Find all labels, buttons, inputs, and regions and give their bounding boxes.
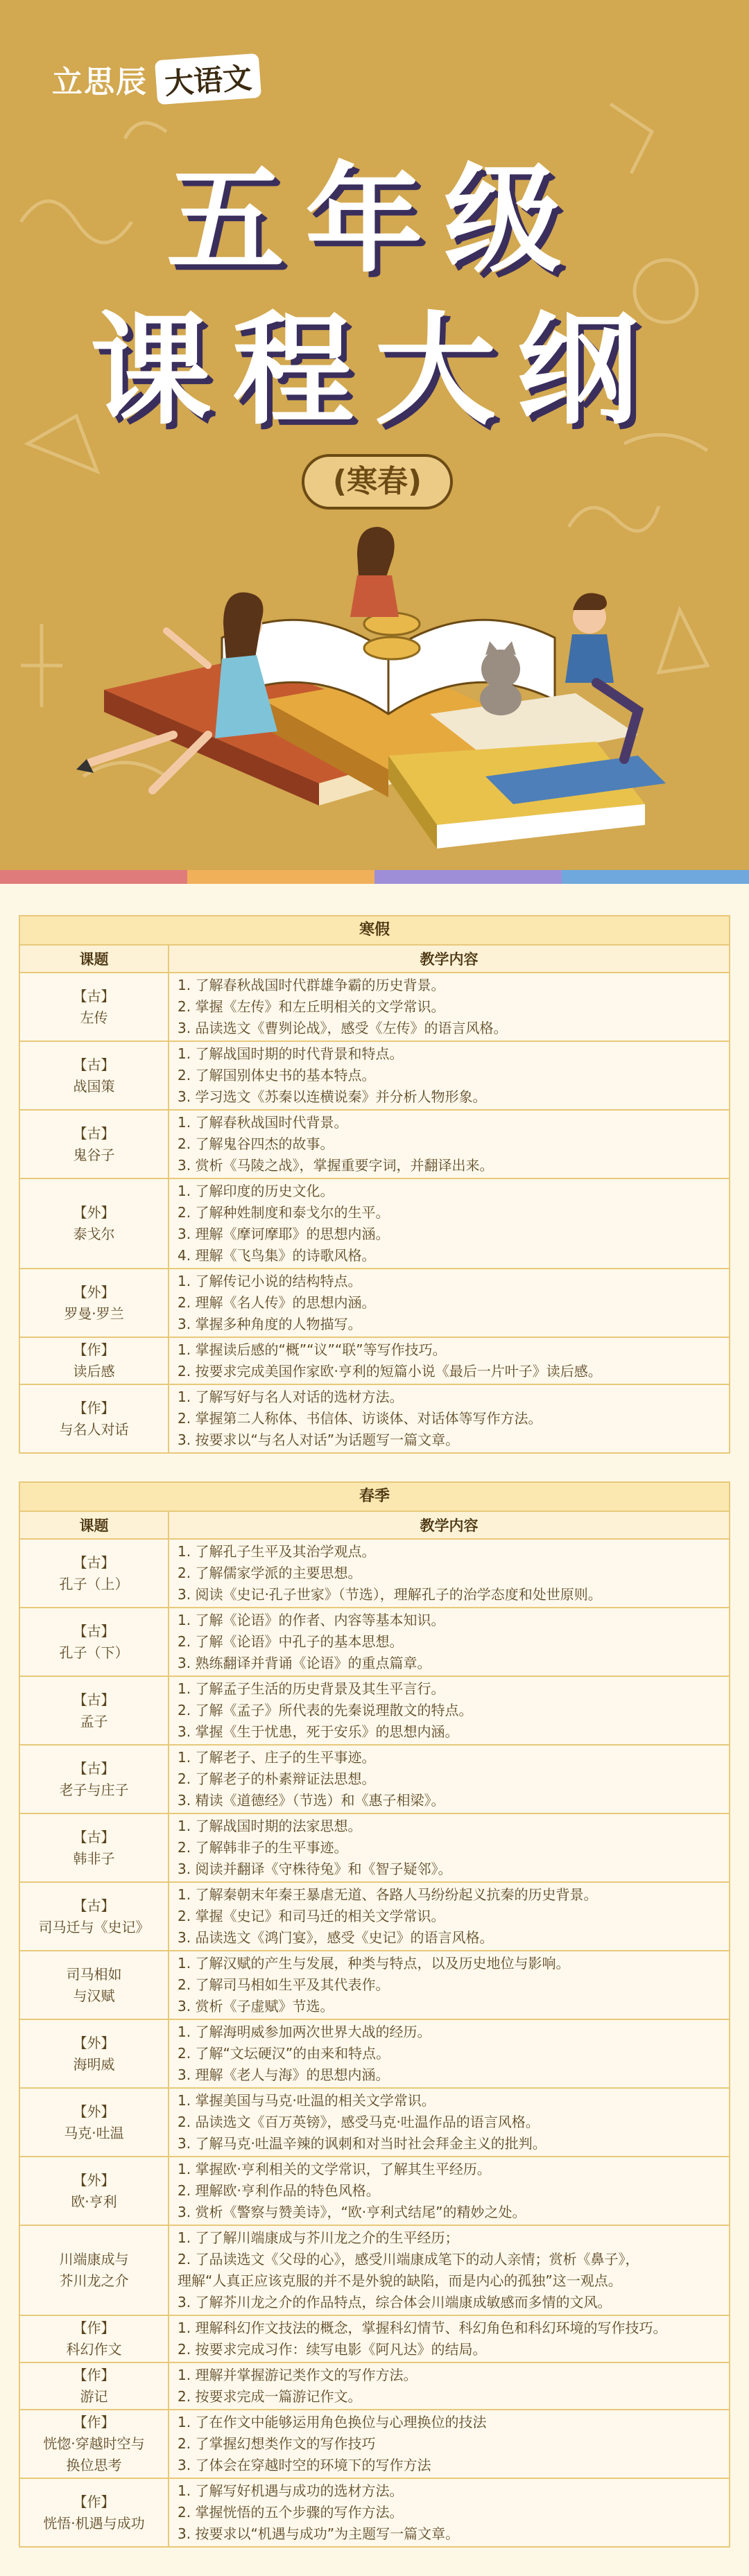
content-cell bbox=[169, 1608, 729, 1676]
content-item: 1. 了解秦朝末年秦王暴虐无道、各路人马纷纷起义抗秦的历史背景。 bbox=[178, 1886, 598, 1903]
header-topic: 课题 bbox=[20, 1512, 169, 1539]
topic-tag: 【作】 bbox=[73, 2367, 115, 2383]
topic-name: 川端康成与 bbox=[59, 2251, 129, 2268]
header-content: 教学内容 bbox=[169, 1512, 729, 1539]
table-row bbox=[20, 1813, 729, 1882]
topic-tag: 【古】 bbox=[73, 1554, 115, 1571]
content-item: 1. 掌握欧·亨利相关的文学常识，了解其生平经历。 bbox=[178, 2161, 491, 2177]
section-winter bbox=[19, 915, 730, 1454]
content-cell bbox=[169, 2019, 729, 2088]
content-cell bbox=[169, 2410, 729, 2478]
topic-cell bbox=[20, 1951, 169, 2019]
syllabus-table bbox=[20, 1512, 729, 2546]
content-item: 1. 了解春秋战国时代背景。 bbox=[178, 1114, 348, 1131]
table-row bbox=[20, 2410, 729, 2478]
content-item: 2. 品读选文《百万英镑》，感受马克·吐温作品的语言风格。 bbox=[178, 2114, 540, 2130]
topic-name: 恍悟·机遇与成功 bbox=[43, 2514, 145, 2532]
topic-name: 战国策 bbox=[73, 1077, 115, 1095]
topic-tag: 【古】 bbox=[73, 1828, 115, 1845]
content-cell bbox=[169, 1676, 729, 1745]
content-item: 1. 理解科幻作文技法的概念，掌握科幻情节、科幻角色和科幻环境的写作技巧。 bbox=[178, 2320, 667, 2336]
logo-main-text: 立思辰 bbox=[52, 64, 148, 100]
topic-cell bbox=[20, 2315, 169, 2362]
content-item: 3. 赏析《马陵之战》，掌握重要字词，并翻译出来。 bbox=[178, 1157, 494, 1174]
topic-name: 鬼谷子 bbox=[73, 1146, 115, 1163]
table-header-row bbox=[20, 946, 729, 973]
content-item: 1. 了解《论语》的作者、内容等基本知识。 bbox=[178, 1612, 445, 1628]
topic-tag: 【外】 bbox=[73, 1283, 115, 1300]
content-item: 1. 了解春秋战国时代群雄争霸的历史背景。 bbox=[178, 977, 445, 993]
content-cell bbox=[169, 2088, 729, 2157]
topic-tag: 【作】 bbox=[73, 2320, 115, 2336]
stripe-segment bbox=[374, 870, 562, 884]
topic-cell bbox=[20, 1539, 169, 1608]
topic-cell bbox=[20, 1041, 169, 1110]
content-item: 1. 了在作文中能够运用角色换位与心理换位的技法 bbox=[178, 2414, 487, 2430]
content-cell bbox=[169, 1178, 729, 1269]
reading-kids-illustration bbox=[0, 527, 749, 870]
topic-name: 司马相如 bbox=[66, 1965, 122, 1983]
table-row bbox=[20, 1882, 729, 1951]
content-cell bbox=[169, 1269, 729, 1337]
topic-cell bbox=[20, 2410, 169, 2478]
table-row bbox=[20, 1269, 729, 1337]
topic-tag: 【古】 bbox=[73, 1124, 115, 1142]
section-spring bbox=[19, 1481, 730, 2548]
stripe-segment bbox=[187, 870, 374, 884]
table-row bbox=[20, 2362, 729, 2410]
content-item: 2. 了品读选文《父母的心》，感受川端康成笔下的动人亲情；赏析《鼻子》， bbox=[178, 2251, 639, 2268]
topic-name: 左传 bbox=[80, 1009, 108, 1026]
content-item: 3. 精读《道德经》（节选）和《惠子相梁》。 bbox=[178, 1792, 445, 1809]
content-item: 2. 了解鬼谷四杰的故事。 bbox=[178, 1135, 334, 1152]
content-item: 1. 了解写好与名人对话的选材方法。 bbox=[178, 1389, 404, 1405]
table-row bbox=[20, 2478, 729, 2546]
content-cell bbox=[169, 973, 729, 1041]
content-item: 1. 了解海明威参加两次世界大战的经历。 bbox=[178, 2024, 431, 2040]
stripe-segment bbox=[562, 870, 749, 884]
topic-cell bbox=[20, 2478, 169, 2546]
content-item: 2. 了解儒家学派的主要思想。 bbox=[178, 1565, 362, 1581]
topic-tag: 【古】 bbox=[73, 1759, 115, 1777]
topic-name: 游记 bbox=[80, 2388, 108, 2405]
content-item: 3. 了体会在穿越时空的环境下的写作方法 bbox=[178, 2457, 431, 2473]
content-item: 3. 按要求以“与名人对话”为话题写一篇文章。 bbox=[178, 1431, 460, 1448]
content-cell bbox=[169, 1813, 729, 1882]
syllabus-table bbox=[20, 946, 729, 1452]
season-tag: (寒春) bbox=[302, 454, 453, 510]
content-item: 2. 掌握《史记》和司马迁的相关文学常识。 bbox=[178, 1908, 445, 1924]
content-item: 3. 掌握《生于忧患，死于安乐》的思想内涵。 bbox=[178, 1723, 459, 1740]
content-item: 2. 了掌握幻想类作文的写作技巧 bbox=[178, 2435, 376, 2452]
title-grade: 五年级 bbox=[166, 152, 583, 289]
topic-name: 孔子（上） bbox=[59, 1575, 129, 1592]
table-row bbox=[20, 1384, 729, 1452]
content-item: 1. 了解印度的历史文化。 bbox=[178, 1183, 334, 1199]
topic-name: 马克·吐温 bbox=[64, 2124, 124, 2141]
header-topic: 课题 bbox=[20, 946, 169, 973]
content-item: 2. 理解《名人传》的思想内涵。 bbox=[178, 1294, 376, 1311]
topic-cell bbox=[20, 2019, 169, 2088]
content-item: 1. 了解战国时期的法家思想。 bbox=[178, 1818, 362, 1834]
topic-cell bbox=[20, 1337, 169, 1384]
content-item: 2. 按要求完成习作：续写电影《阿凡达》的结局。 bbox=[178, 2341, 487, 2358]
table-row bbox=[20, 1951, 729, 2019]
content-item: 2. 了解国别体史书的基本特点。 bbox=[178, 1067, 376, 1084]
table-row bbox=[20, 2315, 729, 2362]
section-title: 寒假 bbox=[20, 916, 729, 946]
topic-cell bbox=[20, 1882, 169, 1951]
content-item: 理解“人真正应该克服的并不是外貌的缺陷，而是内心的孤独”这一观点。 bbox=[178, 2272, 622, 2289]
topic-name: 泰戈尔 bbox=[73, 1226, 115, 1242]
content-cell bbox=[169, 2478, 729, 2546]
content-item: 3. 了解芥川龙之介的作品特点，综合体会川端康成敏感而多情的文风。 bbox=[178, 2294, 612, 2310]
topic-cell bbox=[20, 1384, 169, 1452]
content-item: 2. 理解欧·亨利作品的特色风格。 bbox=[178, 2182, 380, 2199]
topic-tag: 【外】 bbox=[73, 2034, 115, 2051]
content-item: 2. 了解种姓制度和泰戈尔的生平。 bbox=[178, 1204, 390, 1221]
topic-cell bbox=[20, 1608, 169, 1676]
content-item: 3. 品读选文《曹刿论战》，感受《左传》的语言风格。 bbox=[178, 1020, 508, 1036]
content-item: 2. 按要求完成一篇游记作文。 bbox=[178, 2388, 362, 2405]
topic-name: 老子与庄子 bbox=[59, 1781, 129, 1798]
title-syllabus: 课程大纲 bbox=[90, 301, 659, 442]
content-item: 2. 按要求完成美国作家欧·亨利的短篇小说《最后一片叶子》读后感。 bbox=[178, 1363, 602, 1380]
content-item: 4. 理解《飞鸟集》的诗歌风格。 bbox=[178, 1247, 376, 1264]
topic-name: 孟子 bbox=[80, 1712, 108, 1730]
content-cell bbox=[169, 2157, 729, 2225]
color-stripe bbox=[0, 870, 749, 884]
content-item: 1. 掌握美国与马克·吐温的相关文学常识。 bbox=[178, 2092, 436, 2109]
topic-tag: 【古】 bbox=[73, 1691, 115, 1708]
content-item: 3. 理解《老人与海》的思想内涵。 bbox=[178, 2066, 390, 2083]
topic-name: 读后感 bbox=[73, 1363, 115, 1380]
topic-cell bbox=[20, 1269, 169, 1337]
topic-name: 司马迁与《史记》 bbox=[38, 1918, 150, 1935]
content-item: 1. 掌握读后感的“概”“议”“联”等写作技巧。 bbox=[178, 1341, 447, 1358]
content-item: 3. 品读选文《鸿门宴》，感受《史记》的语言风格。 bbox=[178, 1929, 494, 1946]
content-cell bbox=[169, 2362, 729, 2410]
content-item: 3. 学习选文《苏秦以连横说秦》并分析人物形象。 bbox=[178, 1088, 487, 1105]
topic-tag: 【外】 bbox=[73, 2171, 115, 2188]
content-item: 1. 了解写好机遇与成功的选材方法。 bbox=[178, 2482, 404, 2499]
logo-sub-text: 大语文 bbox=[155, 53, 261, 105]
topic-cell bbox=[20, 2225, 169, 2315]
topic-tag: 【古】 bbox=[73, 987, 115, 1004]
content-item: 1. 了解汉赋的产生与发展，种类与特点，以及历史地位与影响。 bbox=[178, 1955, 570, 1972]
header-content: 教学内容 bbox=[169, 946, 729, 973]
content-cell bbox=[169, 1745, 729, 1813]
content-item: 3. 赏析《警察与赞美诗》，“欧·亨利式结尾”的精妙之处。 bbox=[178, 2204, 526, 2220]
topic-cell bbox=[20, 2362, 169, 2410]
content-item: 2. 掌握恍悟的五个步骤的写作方法。 bbox=[178, 2504, 404, 2521]
topic-cell bbox=[20, 1178, 169, 1269]
content-item: 3. 熟练翻译并背诵《论语》的重点篇章。 bbox=[178, 1655, 431, 1671]
table-row bbox=[20, 2088, 729, 2157]
topic-tag: 【作】 bbox=[73, 1399, 115, 1416]
topic-cell bbox=[20, 1110, 169, 1178]
content-item: 1. 了解老子、庄子的生平事迹。 bbox=[178, 1749, 376, 1766]
topic-cell bbox=[20, 2157, 169, 2225]
content-cell bbox=[169, 1384, 729, 1452]
topic-cell bbox=[20, 1813, 169, 1882]
content-cell bbox=[169, 2315, 729, 2362]
table-row bbox=[20, 2225, 729, 2315]
content-item: 2. 了解《论语》中孔子的基本思想。 bbox=[178, 1633, 404, 1650]
table-row bbox=[20, 2157, 729, 2225]
table-row bbox=[20, 973, 729, 1041]
topic-name: 海明威 bbox=[73, 2055, 115, 2073]
content-cell bbox=[169, 1539, 729, 1608]
topic-tag: 【外】 bbox=[73, 1204, 115, 1221]
table-row bbox=[20, 1676, 729, 1745]
content-item: 1. 了了解川端康成与芥川龙之介的生平经历； bbox=[178, 2229, 459, 2246]
topic-cell bbox=[20, 973, 169, 1041]
table-row bbox=[20, 2019, 729, 2088]
topic-name: 与汉赋 bbox=[73, 1987, 115, 2004]
topic-tag: 【古】 bbox=[73, 1622, 115, 1639]
topic-cell bbox=[20, 2088, 169, 2157]
content-cell bbox=[169, 1882, 729, 1951]
content-item: 1. 了解传记小说的结构特点。 bbox=[178, 1273, 362, 1289]
content-cell bbox=[169, 1041, 729, 1110]
topic-tag: 【古】 bbox=[73, 1056, 115, 1073]
girl-sitting-figure bbox=[350, 527, 399, 617]
topic-name: 换位思考 bbox=[66, 2457, 122, 2473]
topic-tag: 【作】 bbox=[73, 1341, 115, 1358]
content-item: 3. 掌握多种角度的人物描写。 bbox=[178, 1316, 362, 1332]
content-cell bbox=[169, 1951, 729, 2019]
table-row bbox=[20, 1539, 729, 1608]
topic-cell bbox=[20, 1676, 169, 1745]
table-header-row bbox=[20, 1512, 729, 1539]
topic-name: 韩非子 bbox=[73, 1850, 115, 1867]
content-item: 3. 阅读《史记·孔子世家》（节选），理解孔子的治学态度和处世原则。 bbox=[178, 1586, 602, 1603]
content-item: 2. 了解“文坛硬汉”的由来和特点。 bbox=[178, 2045, 390, 2062]
content-item: 2. 了解司马相如生平及其代表作。 bbox=[178, 1976, 390, 1993]
table-row bbox=[20, 1178, 729, 1269]
content-item: 1. 理解并掌握游记类作文的写作方法。 bbox=[178, 2367, 417, 2383]
content-item: 2. 了解《孟子》所代表的先秦说理散文的特点。 bbox=[178, 1702, 473, 1718]
topic-name: 欧·亨利 bbox=[71, 2193, 117, 2210]
table-row bbox=[20, 1745, 729, 1813]
topic-name: 芥川龙之介 bbox=[59, 2272, 129, 2289]
content-item: 3. 了解马克·吐温辛辣的讽刺和对当时社会拜金主义的批判。 bbox=[178, 2135, 546, 2152]
stripe-segment bbox=[0, 870, 187, 884]
content-item: 3. 赏析《子虚赋》节选。 bbox=[178, 1998, 334, 2014]
section-title: 春季 bbox=[20, 1483, 729, 1512]
table-row bbox=[20, 1608, 729, 1676]
syllabus-content bbox=[0, 884, 749, 2548]
hero-banner bbox=[0, 0, 749, 870]
table-row bbox=[20, 1337, 729, 1384]
content-item: 1. 了解孟子生活的历史背景及其生平言行。 bbox=[178, 1680, 445, 1697]
content-item: 3. 阅读并翻译《守株待兔》和《智子疑邻》。 bbox=[178, 1861, 452, 1877]
brand-logo bbox=[52, 57, 260, 101]
topic-tag: 【作】 bbox=[73, 2493, 115, 2510]
topic-tag: 【作】 bbox=[73, 2414, 115, 2430]
topic-name: 与名人对话 bbox=[59, 1420, 129, 1438]
topic-cell bbox=[20, 1745, 169, 1813]
topic-tag: 【外】 bbox=[73, 2103, 115, 2120]
topic-name: 罗曼·罗兰 bbox=[64, 1305, 124, 1322]
content-item: 1. 了解战国时期的时代背景和特点。 bbox=[178, 1045, 404, 1062]
content-cell bbox=[169, 2225, 729, 2315]
content-cell bbox=[169, 1110, 729, 1178]
topic-tag: 【古】 bbox=[73, 1897, 115, 1914]
topic-name: 恍惚·穿越时空与 bbox=[43, 2435, 145, 2452]
content-item: 2. 了解韩非子的生平事迹。 bbox=[178, 1839, 348, 1856]
content-item: 2. 掌握第二人称体、书信体、访谈体、对话体等写作方法。 bbox=[178, 1410, 542, 1427]
content-cell bbox=[169, 1337, 729, 1384]
topic-name: 科幻作文 bbox=[66, 2341, 122, 2358]
content-item: 3. 按要求以“机遇与成功”为主题写一篇文章。 bbox=[178, 2525, 460, 2542]
content-item: 3. 理解《摩诃摩耶》的思想内涵。 bbox=[178, 1226, 390, 1242]
table-row bbox=[20, 1110, 729, 1178]
table-row bbox=[20, 1041, 729, 1110]
content-item: 1. 了解孔子生平及其治学观点。 bbox=[178, 1543, 376, 1560]
content-item: 2. 了解老子的朴素辩证法思想。 bbox=[178, 1770, 376, 1787]
topic-name: 孔子（下） bbox=[59, 1644, 129, 1661]
content-item: 2. 掌握《左传》和左丘明相关的文学常识。 bbox=[178, 998, 445, 1015]
